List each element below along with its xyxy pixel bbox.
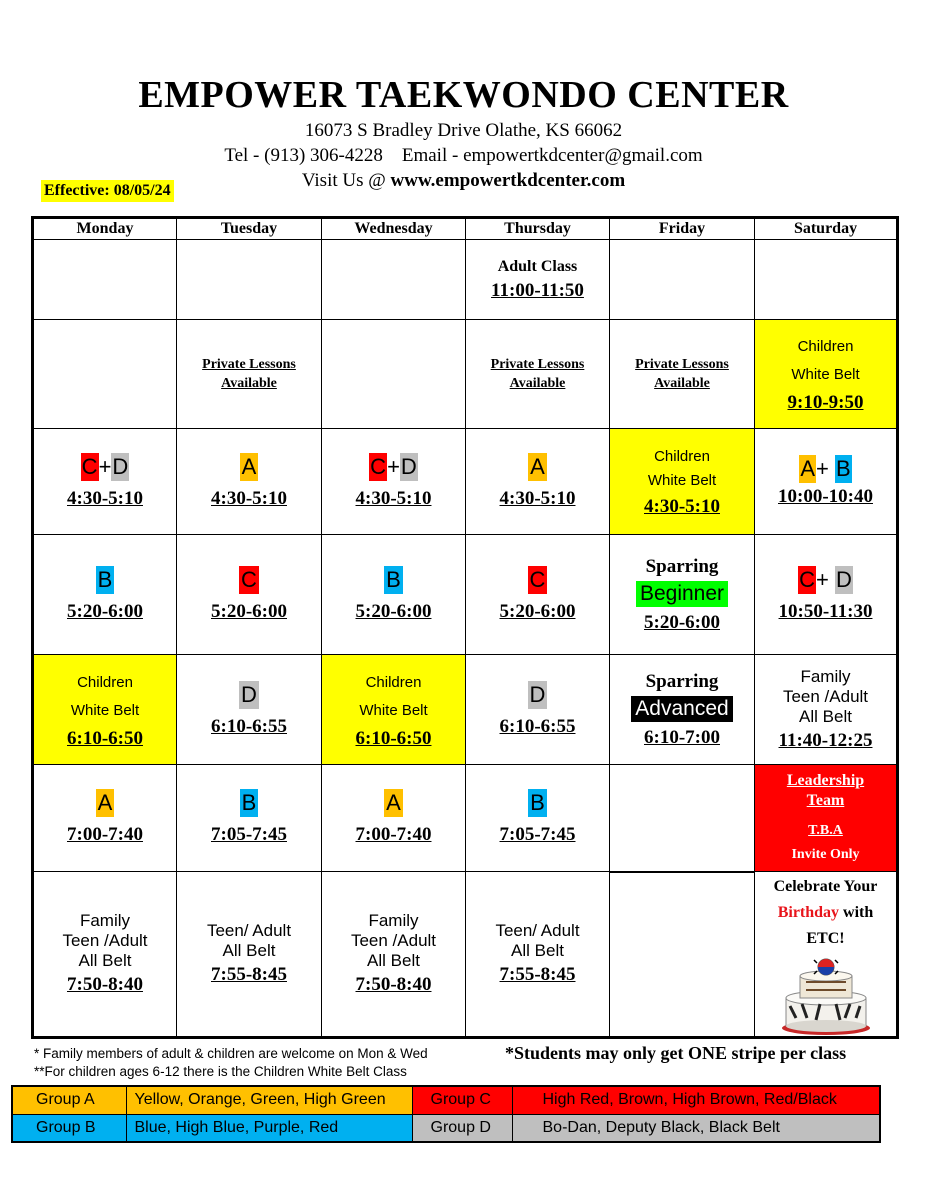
class-label: All Belt <box>367 951 420 970</box>
class-time: 5:20-6:00 <box>644 611 720 633</box>
class-cell <box>322 765 466 872</box>
class-label: Family <box>800 666 851 686</box>
group-badge: A+ B <box>800 455 851 481</box>
legend-group-d: Group D <box>412 1114 512 1142</box>
group-badge <box>528 453 547 481</box>
group-badge <box>240 789 259 817</box>
class-time: 7:50-8:40 <box>355 974 432 995</box>
class-cell <box>466 429 610 535</box>
class-label: Teen /Adult <box>782 686 869 706</box>
birthday-cell <box>755 872 898 1038</box>
class-label: Children <box>365 673 422 691</box>
group-legend <box>11 1085 881 1143</box>
legend-group-b-belts: Blue, High Blue, Purple, Red <box>126 1114 412 1142</box>
class-cell <box>33 765 177 872</box>
day-header: Thursday <box>466 218 610 240</box>
class-label: Adult Class <box>497 257 578 275</box>
group-badge <box>240 453 259 481</box>
class-label: All Belt <box>78 951 132 970</box>
leadership-title: Team <box>806 792 845 809</box>
empty-cell <box>610 240 755 320</box>
private-lessons-cell <box>610 320 755 429</box>
sparring-label: Sparring <box>645 670 719 692</box>
schedule-row <box>33 765 898 872</box>
contact-line: Tel - (913) 306-4228 Email - empowertkdcenter@gmail.com <box>224 145 703 166</box>
leadership-invite: Invite Only <box>791 847 860 862</box>
group-b-tag: B <box>97 566 113 592</box>
group-b-tag: B <box>530 790 545 815</box>
class-cell <box>177 535 322 655</box>
private-label: Private Lessons <box>202 357 296 372</box>
private-lessons-cell <box>466 320 610 429</box>
birthday-text: ETC! <box>806 930 845 947</box>
class-time: 10:00-10:40 <box>778 485 873 507</box>
group-badge: C+D <box>81 453 129 479</box>
group-c-tag: C <box>370 453 387 479</box>
group-a-tag: A <box>241 453 257 479</box>
class-time: 7:55-8:45 <box>499 964 576 985</box>
legend-row <box>12 1114 880 1142</box>
class-label: All Belt <box>799 706 852 726</box>
group-badge <box>528 789 547 817</box>
class-time: 4:30-5:10 <box>355 487 432 509</box>
class-cell <box>755 429 898 535</box>
leadership-tba: T.B.A <box>808 823 843 838</box>
empty-cell <box>322 240 466 320</box>
group-badge <box>528 566 548 594</box>
class-time: 9:10-9:50 <box>787 392 864 413</box>
address: 16073 S Bradley Drive Olathe, KS 66062 <box>304 120 623 141</box>
legend-row <box>12 1086 880 1114</box>
group-d-tag: D <box>241 681 257 707</box>
class-cell <box>755 535 898 655</box>
schedule-row <box>33 320 898 429</box>
birthday-cake-icon <box>776 958 876 1036</box>
class-cell <box>33 872 177 1038</box>
class-cell <box>322 429 466 535</box>
private-label: Available <box>221 376 277 391</box>
group-badge <box>384 566 403 594</box>
schedule-row <box>33 429 898 535</box>
empty-cell <box>610 872 755 1038</box>
class-label: Teen/ Adult <box>495 921 580 940</box>
class-label: Children <box>654 447 710 465</box>
class-cell <box>33 535 177 655</box>
class-cell <box>33 655 177 765</box>
class-label: Children <box>797 338 854 355</box>
class-time: 6:10-6:55 <box>499 715 576 737</box>
group-c-tag: C <box>799 566 816 592</box>
empty-cell <box>33 240 177 320</box>
class-time: 7:05-7:45 <box>499 824 576 845</box>
class-label: Children <box>77 673 133 691</box>
class-time: 5:20-6:00 <box>355 600 432 622</box>
class-time: 6:10-6:55 <box>211 715 287 737</box>
advanced-badge: Advanced <box>631 696 732 722</box>
day-header: Saturday <box>755 218 898 240</box>
schedule-row <box>33 655 898 765</box>
class-cell <box>177 872 322 1038</box>
class-cell <box>33 429 177 535</box>
day-header: Monday <box>33 218 177 240</box>
note-family: * Family members of adult & children are welcome on Mon & Wed <box>34 1046 428 1061</box>
class-time: 10:50-11:30 <box>778 600 873 622</box>
legend-group-c-belts: High Red, Brown, High Brown, Red/Black <box>512 1086 880 1114</box>
day-header: Friday <box>610 218 755 240</box>
class-cell <box>610 535 755 655</box>
schedule-row <box>33 240 898 320</box>
group-d-tag: D <box>400 453 417 479</box>
birthday-text: Birthday with <box>777 904 874 921</box>
day-header: Tuesday <box>177 218 322 240</box>
class-cell <box>177 655 322 765</box>
group-d-tag: D <box>835 566 852 592</box>
leadership-cell <box>755 765 898 872</box>
class-time: 7:05-7:45 <box>211 824 287 845</box>
empty-cell <box>322 320 466 429</box>
group-badge <box>384 789 403 817</box>
class-time: 4:30-5:10 <box>499 487 576 509</box>
stripe-note: *Students may only get ONE stripe per class <box>505 1043 847 1063</box>
effective-date: Effective: 08/05/24 <box>41 180 174 202</box>
group-a-tag: A <box>386 790 401 815</box>
class-time: 5:20-6:00 <box>67 600 143 622</box>
private-label: Private Lessons <box>635 357 729 372</box>
class-label: Teen/ Adult <box>206 921 292 940</box>
class-cell <box>610 655 755 765</box>
class-cell <box>755 655 898 765</box>
group-a-tag: A <box>97 790 113 815</box>
class-label: White Belt <box>70 701 140 719</box>
legend-group-d-belts: Bo-Dan, Deputy Black, Black Belt <box>512 1114 880 1142</box>
class-time: 7:00-7:40 <box>67 824 143 845</box>
schedule-row <box>33 872 898 1038</box>
note-children: **For children ages 6-12 there is the Children White Belt Class <box>34 1064 407 1079</box>
group-a-tag: A <box>800 455 816 481</box>
group-b-tag: B <box>835 455 851 481</box>
class-cell <box>466 655 610 765</box>
class-label: Family <box>79 911 131 930</box>
class-cell <box>466 240 610 320</box>
header-row <box>33 218 898 240</box>
class-cell <box>466 765 610 872</box>
sparring-label: Sparring <box>645 555 719 577</box>
schedule-row <box>33 535 898 655</box>
legend-group-b: Group B <box>12 1114 126 1142</box>
group-badge: C+ D <box>799 566 852 592</box>
day-header: Wednesday <box>322 218 466 240</box>
private-label: Available <box>654 376 710 391</box>
group-badge <box>239 566 259 594</box>
visit-prefix: Visit Us @ <box>301 170 391 191</box>
class-cell <box>755 320 898 429</box>
class-label: Teen /Adult <box>350 931 437 950</box>
group-c-tag: C <box>241 566 257 592</box>
class-time: 6:10-6:50 <box>355 727 432 749</box>
class-cell <box>177 765 322 872</box>
class-label: Teen /Adult <box>62 931 148 950</box>
private-lessons-cell <box>177 320 322 429</box>
class-time: 5:20-6:00 <box>499 600 576 622</box>
group-badge <box>96 789 115 817</box>
group-badge <box>528 681 548 709</box>
group-d-tag: D <box>112 453 129 479</box>
group-a-tag: A <box>530 453 545 479</box>
website-link[interactable]: www.empowertkdcenter.com <box>390 170 626 191</box>
leadership-title: Leadership <box>786 772 865 789</box>
schedule-table <box>31 216 899 1039</box>
page-title: EMPOWER TAEKWONDO CENTER <box>138 74 789 116</box>
class-time: 7:50-8:40 <box>67 974 143 995</box>
birthday-text: Celebrate Your <box>773 878 878 895</box>
group-badge <box>96 566 115 594</box>
legend-group-a: Group A <box>12 1086 126 1114</box>
class-time: 11:00-11:50 <box>491 279 584 301</box>
private-label: Private Lessons <box>490 357 585 372</box>
class-label: White Belt <box>791 366 860 383</box>
group-b-tag: B <box>241 790 257 815</box>
class-time: 6:10-6:50 <box>67 727 143 749</box>
class-cell <box>322 872 466 1038</box>
class-time: 4:30-5:10 <box>67 487 143 509</box>
group-b-tag: B <box>386 566 401 592</box>
group-c-tag: C <box>529 566 546 592</box>
empty-cell <box>177 240 322 320</box>
class-label: Family <box>368 911 419 930</box>
class-label: All Belt <box>511 941 564 960</box>
group-badge <box>239 681 259 709</box>
legend-group-c: Group C <box>412 1086 512 1114</box>
beginner-badge: Beginner <box>636 581 728 607</box>
class-cell <box>322 535 466 655</box>
header <box>0 72 927 193</box>
empty-cell <box>33 320 177 429</box>
class-label: All Belt <box>222 941 276 960</box>
class-time: 7:55-8:45 <box>211 964 287 985</box>
group-c-tag: C <box>81 453 98 479</box>
class-time: 4:30-5:10 <box>644 495 720 517</box>
class-label: White Belt <box>647 471 717 489</box>
class-time: 7:00-7:40 <box>355 824 432 845</box>
private-label: Available <box>509 376 566 391</box>
class-label: White Belt <box>359 701 428 719</box>
class-cell <box>322 655 466 765</box>
notes <box>34 1045 428 1081</box>
empty-cell <box>755 240 898 320</box>
legend-group-a-belts: Yellow, Orange, Green, High Green <box>126 1086 412 1114</box>
group-d-tag: D <box>529 681 546 707</box>
class-cell <box>177 429 322 535</box>
class-time: 4:30-5:10 <box>211 487 287 509</box>
class-cell <box>466 872 610 1038</box>
class-time: 5:20-6:00 <box>211 600 287 622</box>
class-cell <box>466 535 610 655</box>
group-badge: C+D <box>370 453 417 479</box>
class-cell <box>610 429 755 535</box>
class-time: 11:40-12:25 <box>778 729 873 751</box>
class-time: 6:10-7:00 <box>644 726 720 748</box>
empty-cell <box>610 765 755 872</box>
